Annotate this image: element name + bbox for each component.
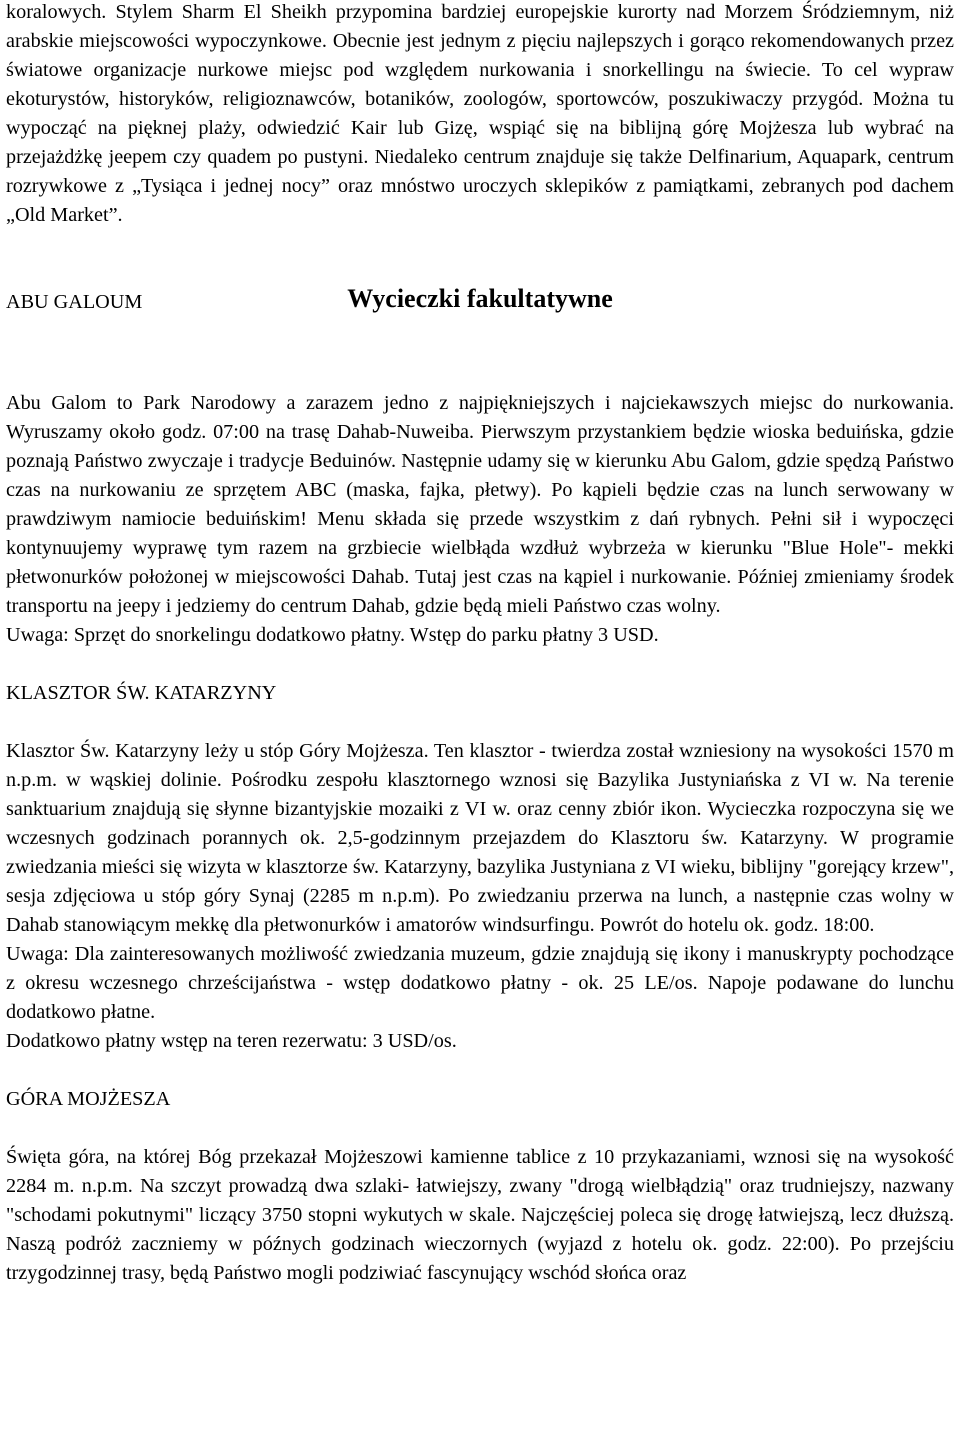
section-title-abu-galoum: ABU GALOUM	[6, 291, 143, 313]
excursions-title: Wycieczki fakultatywne	[347, 284, 613, 314]
klasztor-extra-fee: Dodatkowo płatny wstęp na teren rezerwatu: 3 USD/os.	[6, 1030, 457, 1052]
klasztor-description: Klasztor Św. Katarzyny leży u stóp Góry Mojżesza. Ten klasztor - twierdza został wzniesiony na wysokości 1570 m n.p.m. w wąskiej dolinie. Pośrodku zespołu klasztornego wznosi się Bazylika Justyniańska z VI w. Na terenie sanktuarium znajdują się słynne bizantyjskie mozaiki z VI w. oraz cenny zbiór ikon. Wycieczka rozpoczyna się we wczesnych godzinach porannych ok. 2,5-godzinnym przejazdem do Klasztoru św. Katarzyny. W programie zwiedzania mieści się wizyta w klasztorze św. Katarzyny, bazylika Justyniana z VI wieku, biblijny "gorejący krzew", sesja zdjęciowa u stóp góry Synaj (2285 m n.p.m). Po zwiedzaniu przerwa na lunch, a następnie czas wolny w Dahab stanowiącym mekkę dla płetwonurków i amatorów windsurfingu. Powrót do hotelu ok. godz. 18:00.	[6, 740, 954, 936]
gora-mojzesza-description: Święta góra, na której Bóg przekazał Mojżeszowi kamienne tablice z 10 przykazaniami, wznosi się na wysokość 2284 m. n.p.m. Na szczyt prowadzą dwa szlaki- łatwiejszy, zwany "drogą wielbłądzią" oraz trudniejszy, nazwany "schodami pokutnymi" liczący 3750 stopni wykutych w skale. Najczęściej poleca się drogę łatwiejszą, lecz dłuższą. Naszą podróż zaczniemy w późnych godzinach wieczornych (wyjazd z hotelu ok. godz. 22:00). Po przejściu trzygodzinnej trasy, będą Państwo mogli podziwiać fascynujący wschód słońca oraz	[6, 1146, 954, 1284]
section-title-klasztor-sw-katarzyny: KLASZTOR ŚW. KATARZYNY	[6, 682, 277, 704]
section-klasztor-sw-katarzyny	[6, 679, 954, 1056]
abu-galoum-description: Abu Galom to Park Narodowy a zarazem jedno z najpiękniejszych i najciekawszych miejsc do nurkowania. Wyruszamy około godz. 07:00 na trasę Dahab-Nuweiba. Pierwszym przystankiem będzie wioska beduińska, gdzie poznają Państwo zwyczaje i tradycje Beduinów. Następnie udamy się w kierunku Abu Galom, gdzie spędzą Państwo czas na nurkowaniu ze sprzętem ABC (maska, fajka, płetwy). Po kąpieli będzie czas na lunch serwowany w prawdziwym namiocie beduińskim! Menu składa się przede wszystkim z dań rybnych. Pełni sił i wypoczęci kontynuujemy wyprawę tym razem na grzbiecie wielbłąda wzdłuż wybrzeża w kierunku "Blue Hole"- mekki płetwonurków położonej w miejscowości Dahab. Tutaj jest czas na kąpiel i nurkowanie. Później zmieniamy środek transportu na jeepy i jedziemy do centrum Dahab, gdzie będą mieli Państwo czas wolny.	[6, 392, 954, 617]
intro-paragraph: koralowych. Stylem Sharm El Sheikh przypomina bardziej europejskie kurorty nad Morzem Śródziemnym, niż arabskie miejscowości wypoczynkowe. Obecnie jest jednym z pięciu najlepszych i gorąco rekomendowanych przez światowe organizacje nurkowe miejsc pod względem nurkowania i snorkellingu na świecie. To cel wypraw ekoturystów, historyków, religioznawców, botaników, zoologów, sportowców, poszukiwaczy przygód. Można tu wypocząć na pięknej plaży, odwiedzić Kair lub Gizę, wspiąć się na biblijną górę Mojżesza lub wybrać na przejażdżkę jeepem czy quadem po pustyni. Niedaleko centrum znajduje się także Delfinarium, Aquapark, centrum rozrywkowe z „Tysiąca i jednej nocy” oraz mnóstwo uroczych sklepików z pamiątkami, zebranych pod dachem „Old Market”.	[6, 1, 954, 226]
spacer	[6, 1056, 954, 1085]
section-abu-galoum	[6, 360, 954, 650]
excursions-heading-row	[6, 230, 954, 360]
spacer	[6, 360, 954, 389]
section-gora-mojzesza	[6, 1085, 954, 1288]
spacer	[6, 708, 954, 737]
spacer	[6, 1114, 954, 1143]
spacer	[6, 650, 954, 679]
section-title-gora-mojzesza: GÓRA MOJŻESZA	[6, 1088, 171, 1110]
document-page	[6, 0, 954, 1288]
klasztor-note: Uwaga: Dla zainteresowanych możliwość zwiedzania muzeum, gdzie znajdują się ikony i manuskrypty pochodzące z okresu wczesnego chrześcijaństwa - wstęp dodatkowo płatny - ok. 25 LE/os. Napoje podawane do lunchu dodatkowo płatne.	[6, 943, 954, 1023]
abu-galoum-note: Uwaga: Sprzęt do snorkelingu dodatkowo płatny. Wstęp do parku płatny 3 USD.	[6, 624, 659, 646]
